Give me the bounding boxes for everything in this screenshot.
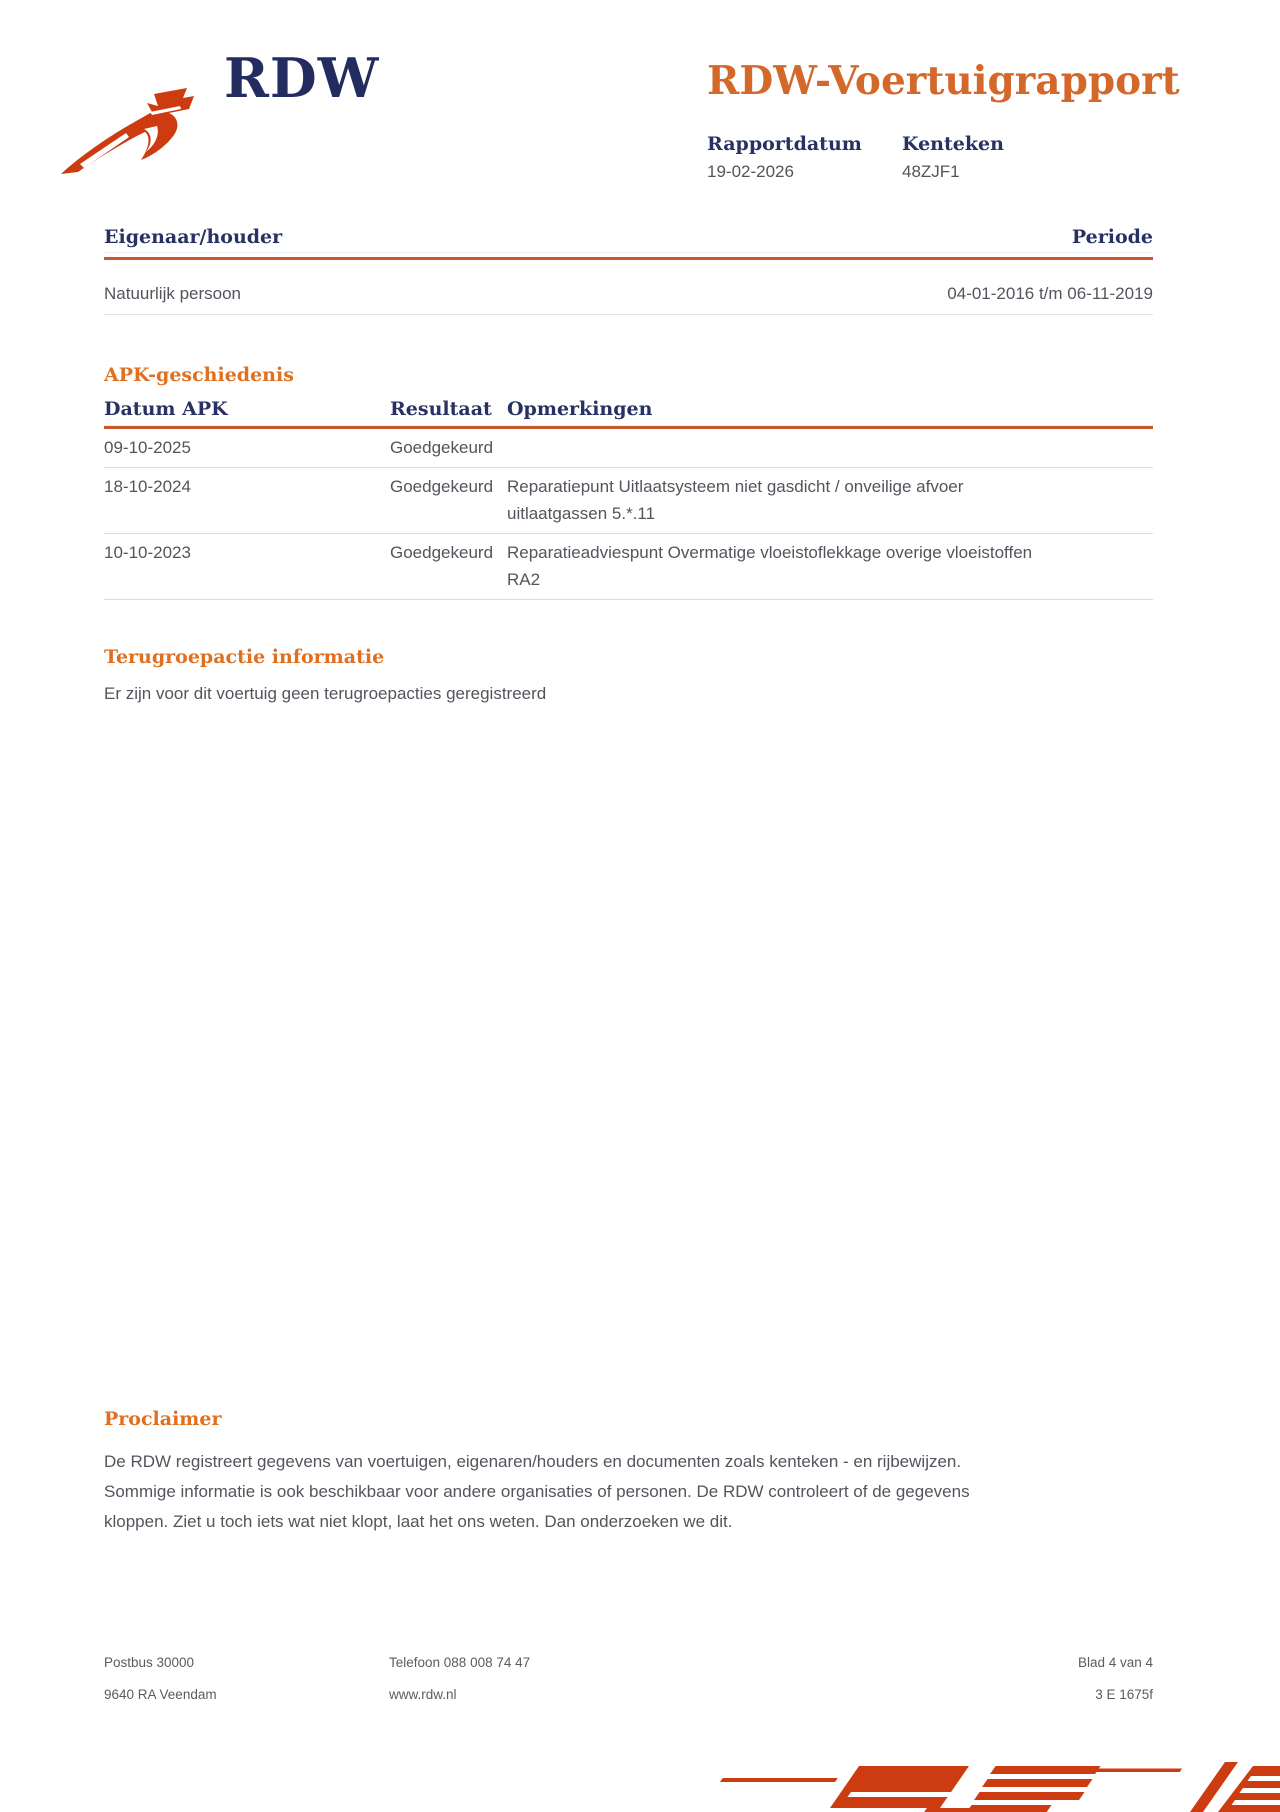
table-row	[104, 429, 1153, 468]
apk-col-opmerkingen: Opmerkingen	[507, 398, 653, 420]
apk-col-datum: Datum APK	[104, 398, 228, 420]
footer-page-indicator: Blad 4 van 4	[1077, 1655, 1153, 1670]
footer-address-line2: 9640 RA Veendam	[104, 1687, 217, 1702]
footer-phone: Telefoon 088 008 74 47	[389, 1655, 531, 1670]
speed-stripes-decoration-icon	[690, 1762, 1280, 1812]
rdw-wing-logo-icon	[58, 82, 208, 178]
proclaimer-heading: Proclaimer	[104, 1408, 222, 1430]
apk-row-opmerkingen: Reparatieadviespunt Overmatige vloeistoflekkage overige vloeistoffen RA2	[507, 543, 1033, 589]
license-plate-label: Kenteken	[902, 133, 1004, 155]
recall-text: Er zijn voor dit voertuig geen terugroepacties geregistreerd	[104, 684, 547, 703]
owner-section	[104, 226, 1153, 315]
apk-row-resultaat: Goedgekeurd	[390, 543, 494, 562]
apk-row-datum: 10-10-2023	[104, 543, 191, 562]
report-date-value: 19-02-2026	[707, 162, 794, 181]
proclaimer-section	[104, 1408, 1153, 1537]
apk-history-section	[104, 364, 1153, 600]
apk-row-datum: 18-10-2024	[104, 477, 191, 496]
period-heading: Periode	[1071, 226, 1153, 248]
table-row	[104, 468, 1153, 534]
apk-row-resultaat: Goedgekeurd	[390, 477, 494, 496]
recall-section	[104, 646, 1153, 704]
footer-website: www.rdw.nl	[389, 1687, 457, 1702]
apk-row-opmerkingen: Reparatiepunt Uitlaatsysteem niet gasdicht / onveilige afvoer uitlaatgassen 5.*.11	[507, 477, 964, 523]
footer-form-code: 3 E 1675f	[1095, 1687, 1153, 1702]
license-plate-value: 48ZJF1	[902, 162, 960, 181]
owner-value: Natuurlijk persoon	[104, 284, 242, 303]
apk-row-datum: 09-10-2025	[104, 438, 191, 457]
period-value: 04-01-2016 t/m 06-11-2019	[947, 284, 1153, 303]
apk-heading: APK-geschiedenis	[104, 364, 294, 386]
owner-heading: Eigenaar/houder	[104, 226, 283, 248]
proclaimer-text: De RDW registreert gegevens van voertuigen, eigenaren/houders en documenten zoals kenteken - en rijbewijzen. Sommige informatie is ook beschikbaar voor andere organisaties of personen. De RDW controleert of de gegevens kloppen. Ziet u toch iets wat niet klopt, laat het ons weten. Dan onderzoeken we dit.	[104, 1452, 970, 1531]
apk-table-header	[104, 398, 1153, 426]
footer-address-line1: Postbus 30000	[104, 1655, 195, 1670]
report-date-block	[707, 133, 862, 182]
rdw-logo-text: RDW	[224, 46, 380, 110]
page-title: RDW-Voertuigrapport	[707, 58, 1180, 104]
apk-row-resultaat: Goedgekeurd	[390, 438, 494, 457]
report-date-label: Rapportdatum	[707, 133, 862, 155]
table-row	[104, 534, 1153, 600]
apk-col-resultaat: Resultaat	[390, 398, 492, 420]
apk-row-opmerkingen	[507, 434, 1037, 461]
recall-heading: Terugroepactie informatie	[104, 646, 385, 668]
license-plate-block	[902, 133, 1004, 182]
